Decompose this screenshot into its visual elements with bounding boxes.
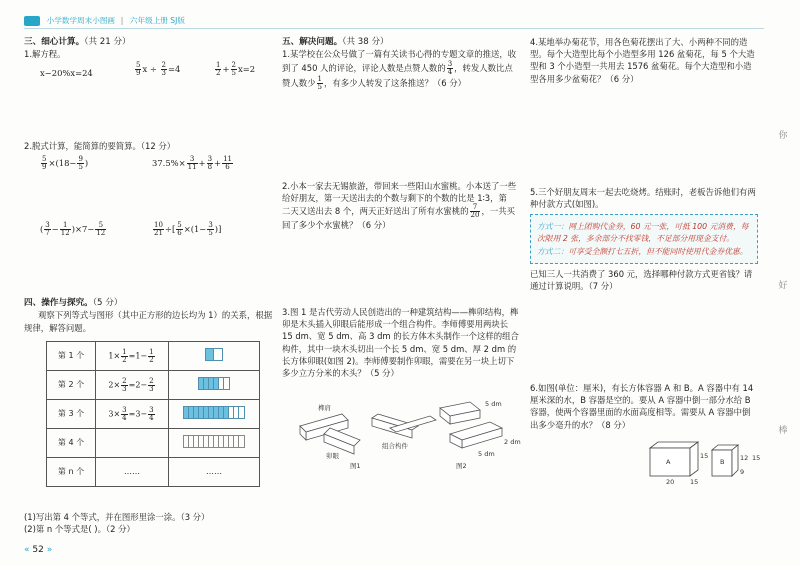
label-assembly: 组合构件	[382, 442, 408, 450]
label-mortise: 卯眼	[326, 452, 339, 460]
equation-1: x−20%x=24	[40, 68, 93, 78]
label-tenon: 榫肩	[318, 404, 331, 412]
b-depth-label: 15	[752, 454, 761, 462]
label-dim1: 5 dm	[485, 400, 502, 408]
a-depth-label: 15	[690, 478, 699, 485]
label-dim2: 2 dm	[504, 438, 521, 446]
section5-heading: 五、解决问题。（共 38 分）	[282, 37, 389, 47]
table-row	[47, 342, 260, 371]
right-column	[530, 36, 758, 85]
a-width-label: 20	[666, 478, 675, 485]
b-height-label: 12	[740, 454, 749, 462]
q1-label: 1.解方程。	[24, 49, 66, 60]
section3-heading: 三、细心计算。（共 21 分）	[24, 37, 131, 47]
grid-figure-blank[interactable]	[183, 435, 245, 448]
ellipsis-cell: ……	[169, 458, 260, 487]
grid-figure	[205, 348, 223, 361]
payment-option-2: 方式二：可享受全额打七五折，但不能同时使用代金券优惠。	[537, 246, 748, 256]
problem-5-question: 已知三人一共消费了 360 元，选择哪种付款方式更省钱？请通过计算说明。（7 分）	[530, 269, 753, 292]
equation-cell: 3× $\frac{3}{4}$ =3− $\frac{3}{4}$	[96, 400, 169, 429]
sidebar-char-1: 你	[778, 131, 788, 141]
shape-cell	[169, 371, 260, 400]
calc-1: $\frac{5}{9}$ ×(18− $\frac{9}{5}$ )	[42, 155, 89, 171]
page-number: « 52 »	[24, 544, 53, 555]
series-title: 小学数学周末小图画	[46, 16, 116, 25]
problem-1: 1.某学校在公众号做了一篇有关读书心得的专题文章的推送，收到了 450 人的评论，评论人数是点赞人数的 $\frac{3}{4}$ ，转发人数比点 赞人数少 $\frac{1}{5}$ ，有多少人转发了这条推送？（6 分）	[282, 49, 517, 91]
payment-option-1: 方式一：网上团购代金券，60 元一张，可抵 100 元消费，每次限用 2 张，多余部分不找零钱，不足部分用现金支付。	[537, 222, 749, 243]
ellipsis-cell: ……	[96, 458, 169, 487]
pattern-table	[46, 341, 260, 487]
middle-column	[282, 36, 520, 91]
problem-5-intro: 5.三个好朋友周末一起去吃烧烤。结账时，老板告诉他们有两种付款方式(如图)。	[530, 187, 756, 210]
table-row	[47, 458, 260, 487]
payment-options-box	[530, 214, 758, 264]
label-fig2: 图2	[456, 462, 467, 470]
calc-2: 37.5%× $\frac{3}{11}$ + $\frac{3}{8}$ + $\frac{11}{6}$	[152, 155, 232, 171]
grid-figure	[183, 406, 245, 419]
subquestion-1: (1)写出第 4 个等式，并在图形里涂一涂。（3 分）	[24, 512, 210, 522]
equation-cell: 2× $\frac{2}{3}$ =2− $\frac{2}{3}$	[96, 371, 169, 400]
containers-figure	[640, 440, 770, 485]
calc-3: ( $\frac{3}{7}$ − $\frac{1}{12}$ )×7− $\frac{5}{12}$	[40, 221, 106, 237]
equation-2: $\frac{5}{9}$ x ÷ $\frac{2}{3}$ =4	[136, 61, 181, 77]
shape-cell	[169, 400, 260, 429]
table-row	[47, 429, 260, 458]
label-dim3: 5 dm	[478, 450, 495, 458]
brand-logo-icon	[24, 16, 40, 26]
subquestion-2: (2)第 n 个等式是( )。（2 分）	[24, 524, 135, 535]
row-label: 第 n 个	[47, 458, 96, 487]
section4	[24, 297, 274, 334]
problem-6: 6.如图(单位：厘米)，有长方体容器 A 和 B。A 容器中有 14 厘米深的水，B 容器是空的。要从 A 容器中倒一部分水给 B 容器，使两个容器里面的水面高度相等。需要从 A 容器中倒出多少毫升的水？（8 分）	[530, 383, 754, 430]
section4-heading: 四、操作与探究。（5 分）	[24, 298, 123, 308]
a-height-label: 15	[700, 452, 709, 460]
table-row	[47, 400, 260, 429]
sidebar-char-2: 好	[778, 281, 788, 291]
label-fig1: 图1	[350, 462, 361, 470]
problem-4: 4.某地举办菊花节，用各色菊花摆出了大、小两种不同的造型。每个大造型比每个小造型多用 126 盆菊花，每 5 个大造型和 3 个小造型一共用去 1576 盆菊花。每个大造型和小造型各用多少盆菊花？（6 分）	[530, 37, 755, 84]
problem-2: 2.小本一家去无锡旅游，带回来一些阳山水蜜桃。小本送了一些给好朋友，第一天送出去的个数与剩下的个数的比是 1∶3，第 二天又送出去 8 个，两天正好送出了所有水蜜桃的 $\frac{7}{20}$ ，一共买回了多少个水蜜桃？（6 分）	[282, 181, 517, 231]
mortise-tenon-figure	[290, 398, 522, 470]
row-label: 第 1 个	[47, 342, 96, 371]
shape-cell	[169, 429, 260, 458]
sidebar-char-3: 棒	[778, 426, 788, 436]
shape-cell	[169, 342, 260, 371]
page-header: 小学数学周末小图画 | 六年级上册 SJ版	[24, 14, 764, 30]
row-label: 第 2 个	[47, 371, 96, 400]
grid-figure	[198, 377, 230, 390]
equation-cell: 1× $\frac{1}{2}$ =1− $\frac{1}{2}$	[96, 342, 169, 371]
row-label: 第 3 个	[47, 400, 96, 429]
problem-5	[530, 186, 758, 293]
table-row	[47, 371, 260, 400]
left-column	[24, 36, 272, 61]
q2-label: 2.脱式计算，能简算的要简算。（12 分）	[24, 141, 176, 151]
equation-3: $\frac{1}{2}$ + $\frac{2}{5}$ x=2	[216, 61, 256, 77]
header-divider	[24, 28, 764, 29]
container-a-label: A	[666, 458, 671, 466]
row-label: 第 4 个	[47, 429, 96, 458]
b-width-label: 9	[740, 468, 745, 476]
equation-cell-blank	[96, 429, 169, 458]
container-b-label: B	[720, 458, 725, 466]
section4-description: 观察下列等式与图形（其中正方形的边长均为 1）的关系，根据规律，解答问题。	[24, 310, 273, 333]
grade-label: 六年级上册 SJ版	[129, 16, 185, 25]
calc-4: $\frac{10}{21}$ ÷[ $\frac{5}{6}$ ×(1− $\frac{3}{5}$ )]	[154, 221, 222, 237]
section4-subquestions	[24, 511, 274, 535]
problem-3: 3.图 1 是古代劳动人民创造出的一种建筑结构——榫卯结构，榫卯是木头插入卯眼后能形成一个组合构件。李师傅要用两块长 15 dm、宽 5 dm、高 3 dm 的长方体木头制作一个这样的组合构件，其中一块木头切出一个长 5 dm、宽 5 dm、厚 2 dm 的长方体卯眼(如图 2)。李师傅要制作卯眼，需要在另一块上切下多少立方分米的木头？（5 分）	[282, 307, 519, 378]
